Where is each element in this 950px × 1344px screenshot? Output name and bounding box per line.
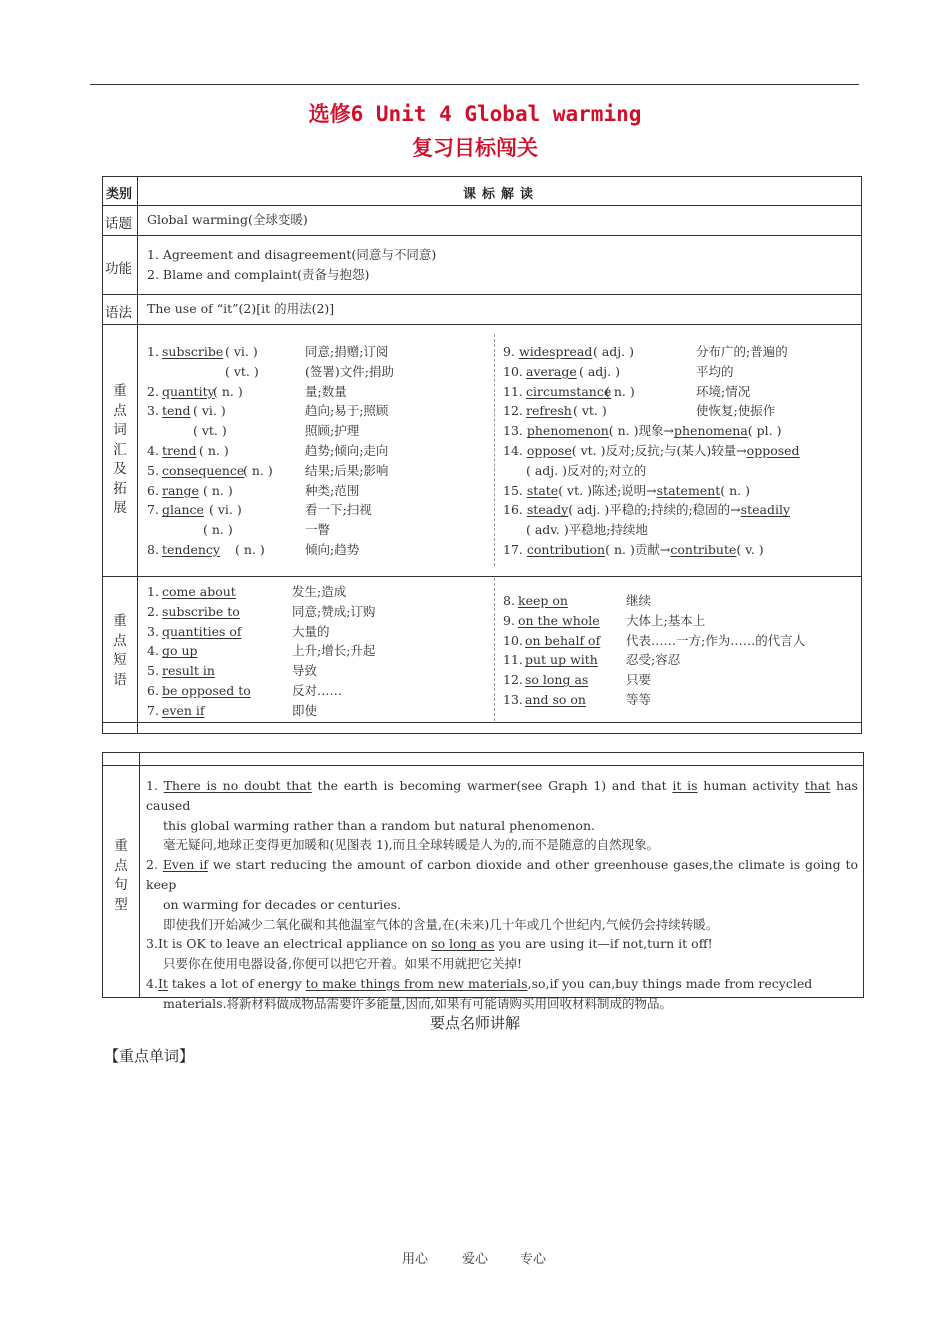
section-heading: 【重点单词】 — [104, 1047, 195, 1065]
sentence-list — [146, 776, 858, 1014]
phrase-split-divider — [494, 578, 495, 721]
grammar-label: 语法 — [105, 305, 132, 321]
vocab-item: 5. consequence ( n. ) 结果;后果;影响 — [147, 462, 389, 478]
sentence-text: materials.将新材料做成物品需要许多能量,因而,如果有可能请购买用回收材料制成的物品。 — [163, 995, 672, 1011]
vocab-item: 17. contribution( n. )贡献→contribute( v. ) — [503, 541, 764, 557]
sentence-item: 1. There is no doubt that the earth is becoming warmer(see Graph 1) and that it is human activity that has caused — [146, 778, 858, 813]
row-divider — [102, 576, 862, 577]
vocab-item: 4. trend ( n. ) 趋势;倾向;走向 — [147, 442, 389, 458]
function-item: 2. Blame and complaint(责备与抱怨) — [147, 266, 370, 282]
header-interpretation: 课标解读 — [463, 187, 540, 202]
sentence-item: 4.It takes a lot of energy to make things from new materials,so,if you can,buy things made from recycled — [146, 975, 813, 991]
function-item: 1. Agreement and disagreement(同意与不同意) — [147, 247, 437, 262]
sentence-text: this global warming rather than a random but natural phenomenon. — [163, 817, 595, 833]
phrase-item: 4. go up 上升;增长;升起 — [147, 643, 376, 659]
table-column-divider — [137, 176, 138, 734]
vocab-item: 1. subscribe ( vi. ) 同意;捐赠;订阅 — [147, 344, 389, 359]
phrases-label: 重 点 短 语 — [113, 613, 127, 688]
vocab-item: 10. average ( adj. ) 平均的 — [503, 363, 734, 379]
vocab-item: 7. glance ( vi. ) 看一下;扫视 — [147, 502, 372, 518]
vocab-right-list — [503, 342, 858, 560]
row-divider — [102, 324, 862, 325]
phrases-left-list — [147, 582, 487, 721]
topic-label: 话题 — [105, 216, 132, 232]
phrase-item: 6. be opposed to 反对…… — [147, 682, 343, 698]
row-divider — [102, 235, 862, 236]
section-title: 要点名师讲解 — [429, 1014, 520, 1032]
row-divider — [102, 722, 862, 723]
phrase-item: 10. on behalf of 代表……一方;作为……的代言人 — [503, 632, 806, 648]
phrase-item: 13. and so on 等等 — [503, 691, 652, 707]
phrase-item: 12. so long as 只要 — [503, 672, 652, 688]
sentence-translation: 即使我们开始减少二氧化碳和其他温室气体的含量,在(未来)几十年或几个世纪内,气候仍会持续转暖。 — [163, 916, 719, 932]
sentence-translation: 只要你在使用电器设备,你便可以把它开着。如果不用就把它关掉! — [163, 956, 522, 972]
top-rule — [90, 84, 859, 85]
vocab-item: 8. tendency ( n. ) 倾向;趋势 — [147, 541, 360, 557]
table-column-divider — [139, 752, 140, 998]
function-list — [147, 245, 436, 285]
phrase-item: 5. result in 导致 — [147, 663, 318, 679]
header-category: 类别 — [106, 187, 133, 202]
vocab-left-list — [147, 342, 487, 560]
footer-item: 爱心 — [462, 1252, 489, 1267]
vocab-item: 16. steady( adj. )平稳的;持续的;稳固的→steadily — [503, 502, 791, 518]
phrase-item: 8. keep on 继续 — [503, 593, 652, 608]
topic-value: Global warming(全球变暖) — [147, 212, 308, 227]
vocab-item: 9. widespread ( adj. ) 分布广的;普遍的 — [503, 344, 788, 359]
sentence-item: 2. Even if we start reducing the amount of carbon dioxide and other greenhouse gases,the climate is going to keep — [146, 857, 859, 892]
page-title: 选修6 Unit 4 Global warming — [308, 102, 642, 126]
page-subtitle: 复习目标闯关 — [412, 136, 538, 160]
vocab-item: ( vt. ) 照顾;护理 — [193, 423, 360, 439]
footer-item: 用心 — [402, 1252, 429, 1267]
row-divider — [102, 205, 862, 206]
vocab-item: 11. circumstance ( n. ) 环境;情况 — [503, 383, 751, 399]
sentence-translation: 毫无疑问,地球正变得更加暖和(见图表 1),而且全球转暖是人为的,而不是随意的自然现象。 — [163, 837, 660, 853]
vocab-item: 12. refresh ( vt. ) 使恢复;使振作 — [503, 403, 776, 419]
row-divider — [102, 765, 864, 766]
grammar-value: The use of “it”(2)[it 的用法(2)] — [147, 301, 335, 316]
sentence-text: on warming for decades or centuries. — [163, 896, 402, 912]
vocab-item: 14. oppose( vt. )反对;反抗;与(某人)较量→opposed — [503, 442, 800, 458]
vocab-item: 15. state( vt. )陈述;说明→statement( n. ) — [503, 482, 751, 498]
row-divider — [102, 294, 862, 295]
vocab-item: ( adv. )平稳地;持续地 — [526, 522, 648, 538]
phrases-right-list — [503, 591, 858, 710]
vocab-item: ( n. ) 一瞥 — [203, 522, 331, 538]
vocab-item: 2. quantity ( n. ) 量;数量 — [147, 383, 347, 399]
sentences-label: 重 点 句 型 — [114, 838, 128, 913]
phrase-item: 2. subscribe to 同意;赞成;订购 — [147, 603, 376, 619]
function-label: 功能 — [105, 261, 132, 277]
phrase-item: 9. on the whole 大体上;基本上 — [503, 612, 706, 628]
phrase-item: 1. come about 发生;造成 — [147, 584, 347, 599]
phrase-item: 7. even if 即使 — [147, 702, 318, 718]
phrase-item: 11. put up with 忍受;容忍 — [503, 652, 681, 668]
vocab-item: ( adj. )反对的;对立的 — [526, 462, 647, 478]
vocab-item: 6. range ( n. ) 种类;范围 — [147, 482, 360, 498]
phrase-item: 3. quantities of 大量的 — [147, 623, 330, 639]
vocab-split-divider — [494, 334, 495, 566]
vocab-item: 3. tend ( vi. ) 趋向;易于;照顾 — [147, 403, 389, 419]
vocab-item: 13. phenomenon( n. )现象→phenomena( pl. ) — [503, 423, 782, 439]
vocab-label: 重 点 词 汇 及 拓 展 — [113, 383, 127, 516]
vocab-item: ( vt. ) (签署)文件;捐助 — [225, 363, 394, 379]
sentence-item: 3.It is OK to leave an electrical appliance on so long as you are using it—if not,turn it off! — [146, 936, 713, 952]
footer-item: 专心 — [520, 1252, 547, 1267]
